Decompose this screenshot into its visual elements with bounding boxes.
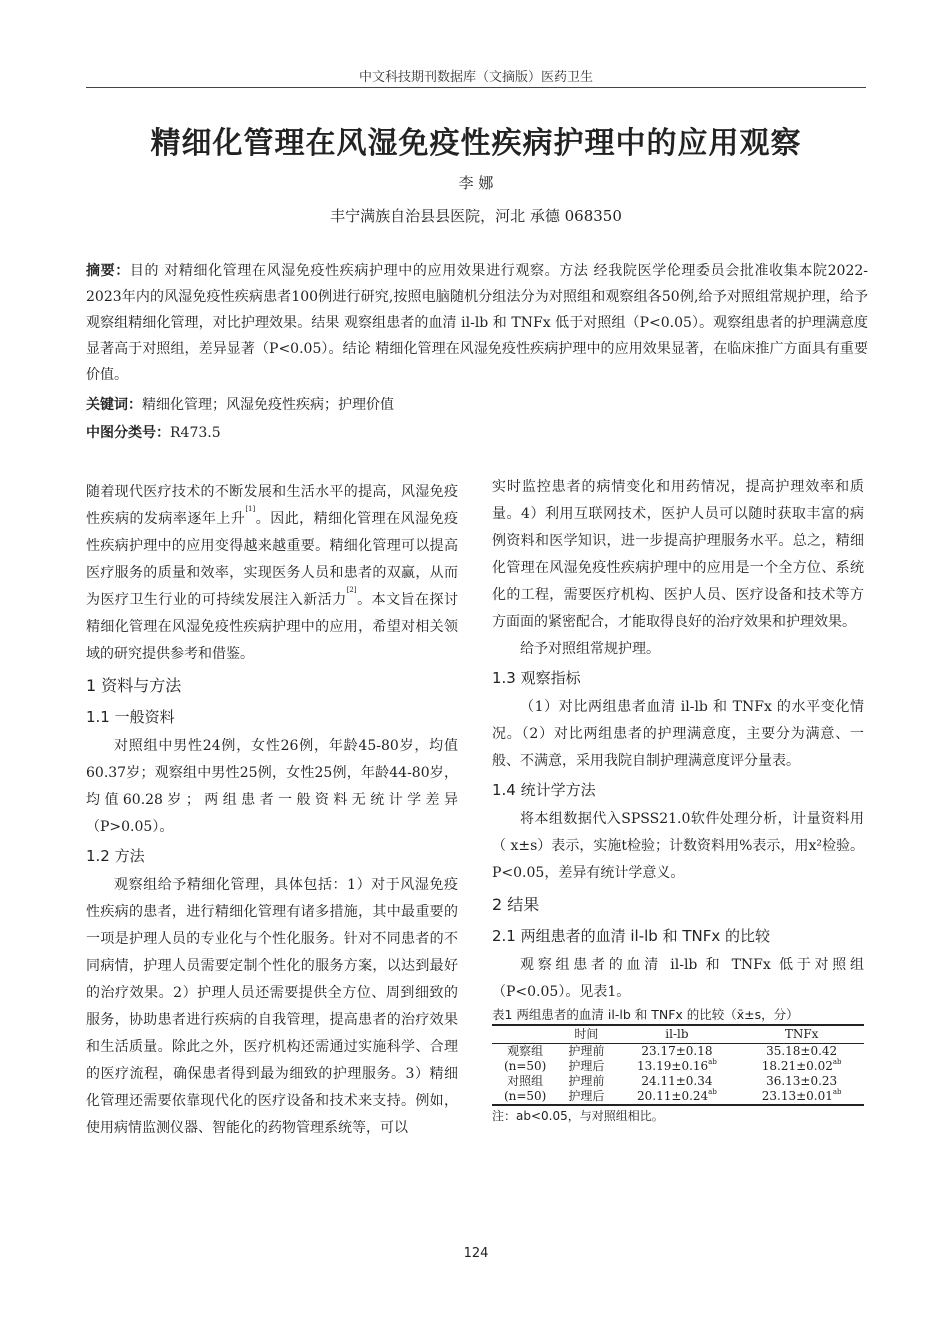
section-heading-1: 1 资料与方法: [86, 676, 182, 695]
paragraph-1-4: 将本组数据代入SPSS21.0软件处理分析，计量资料用（ x±s）表示，实施t检验；计数资料用%表示，用x²检验。P<0.05，差异有统计学意义。: [492, 811, 864, 881]
table-cell: 护理前: [568, 1044, 605, 1058]
section-heading-1-2: 1.2 方法: [86, 847, 145, 865]
table-cell: 护理后: [568, 1059, 605, 1073]
table-header-cell: [492, 1025, 558, 1044]
table-cell: 35.18±0.42: [766, 1044, 838, 1058]
abstract-text: 目的 对精细化管理在风湿免疫性疾病护理中的应用效果进行观察。方法 经我院医学伦理委员会批准收集本院2022-2023年内的风湿免疫性疾病患者100例进行研究,按照电脑随机分组法分为对照组和观察组各50例,给予对照组常规护理，给予观察组精细化管理，对比护理效果。结果 观察组患者的血清 il-lb 和 TNFx 低于对照组（P<0.05）。观察组患者的护理满意度显著高于对照组，差异显著（P<0.05）。结论 精细化管理在风湿免疫性疾病护理中的应用效果显著，在临床推广方面具有重要价值。: [86, 263, 868, 383]
table-cell: (n=50): [503, 1059, 547, 1073]
paragraph-1-1: 对照组中男性24例，女性26例，年龄45-80岁，均值60.37岁；观察组中男性25例，女性25例，年龄44-80岁，均值60.28岁；两组患者一般资料无统计学差异（P>0.05）。: [86, 738, 458, 835]
table-row: [492, 1074, 864, 1089]
table-cell: 18.21±0.02$^{ab}$: [761, 1058, 842, 1073]
keywords-text: 精细化管理；风湿免疫性疾病；护理价值: [142, 397, 394, 413]
table-header-cell: TNFx: [739, 1025, 864, 1044]
table-header-cell: il-lb: [615, 1025, 740, 1044]
section-heading-1-1: 1.1 一般资料: [86, 708, 175, 726]
table-cell: 护理后: [558, 1089, 614, 1105]
classification-text: R473.5: [170, 425, 221, 441]
paragraph-1-2: 观察组给予精细化管理，具体包括：1）对于风湿免疫性疾病的患者，进行精细化管理有诸多措施，其中最重要的一项是护理人员的专业化与个性化服务。针对不同患者的不同病情，护理人员需要定制个性化的服务方案，以达到最好的治疗效果。2）护理人员还需要提供全方位、周到细致的服务，协助患者进行疾病的自我管理，提高患者的治疗效果和生活质量。除此之外，医疗机构还需通过实施科学、合理的医疗流程，确保患者得到最为细致的护理服务。3）精细化管理还需要依靠现代化的医疗设备和技术来支持。例如，使用病情监测仪器、智能化的药物管理系统等，可以: [86, 877, 458, 1136]
paragraph-control: 给予对照组常规护理。: [520, 641, 660, 657]
abstract-label: 摘要：: [86, 263, 130, 279]
table-row: [492, 1044, 864, 1060]
table-cell: 观察组: [507, 1044, 544, 1058]
table-cell: 对照组: [507, 1074, 544, 1088]
right-column: [492, 474, 864, 1126]
data-table: [492, 1024, 864, 1106]
table-row: [492, 1059, 864, 1074]
classification: [86, 420, 868, 446]
table-caption: 表1 两组患者的血清 il-lb 和 TNFx 的比较（x̄±s，分）: [492, 1007, 799, 1022]
journal-header: 中文科技期刊数据库（文摘版）医药卫生: [358, 70, 593, 85]
table-cell: (n=50): [492, 1089, 558, 1105]
citation-1[interactable]: [1]: [245, 505, 256, 513]
affiliation: 丰宁满族自治县县医院，河北 承德 068350: [330, 207, 622, 225]
table-cell: 23.13±0.01$^{ab}$: [739, 1089, 864, 1105]
table-header-cell: 时间: [558, 1025, 614, 1044]
table-row: [492, 1089, 864, 1105]
table-header-row: [492, 1025, 864, 1044]
table-cell: 13.19±0.16$^{ab}$: [637, 1058, 717, 1073]
page-number: 124: [463, 1246, 489, 1261]
article-title: 精细化管理在风湿免疫性疾病护理中的应用观察: [150, 126, 802, 161]
citation-2[interactable]: [2]: [346, 586, 357, 594]
section-heading-1-4: 1.4 统计学方法: [492, 781, 596, 799]
section-heading-1-3: 1.3 观察指标: [492, 669, 581, 687]
table-cell: 24.11±0.34: [641, 1074, 713, 1088]
table-cell: 23.17±0.18: [641, 1044, 713, 1058]
table-note: 注：ab<0.05，与对照组相比。: [492, 1109, 664, 1123]
paragraph-1-3: （1）对比两组患者血清 il-lb 和 TNFx 的水平变化情况。（2）对比两组患者的护理满意度，主要分为满意、一般、不满意，采用我院自制护理满意度评分量表。: [492, 699, 864, 769]
keywords: [86, 392, 868, 418]
table-cell: 20.11±0.24$^{ab}$: [615, 1089, 740, 1105]
classification-label: 中图分类号：: [86, 425, 170, 441]
paragraph-2-1: 观察组患者的血清 il-lb 和 TNFx 低于对照组（P<0.05）。见表1。: [492, 957, 864, 1000]
table-cell: 护理前: [568, 1074, 605, 1088]
header-rule: [86, 87, 866, 88]
intro-paragraph: 随着现代医疗技术的不断发展和生活水平的提高，风湿免疫性疾病的发病率逐年上升[1]。因此，精细化管理在风湿免疫性疾病护理中的应用变得越来越重要。精细化管理可以提高医疗服务的质量和效率，实现医务人员和患者的双赢，从而为医疗卫生行业的可持续发展注入新活力[2]。本文旨在探讨精细化管理在风湿免疫性疾病护理中的应用，希望对相关领域的研究提供参考和借鉴。: [86, 484, 459, 662]
paragraph-continued: 实时监控患者的病情变化和用药情况，提高护理效率和质量。4）利用互联网技术，医护人员可以随时获取丰富的病例资料和医学知识，进一步提高护理服务水平。总之，精细化管理在风湿免疫性疾病护理中的应用是一个全方位、系统化的工程，需要医疗机构、医护人员、医疗设备和技术等方方面面的紧密配合，才能取得良好的治疗效果和护理效果。: [492, 479, 864, 630]
section-heading-2-1: 2.1 两组患者的血清 il-lb 和 TNFx 的比较: [492, 927, 771, 945]
author: 李 娜: [458, 174, 494, 192]
table-cell: 36.13±0.23: [766, 1074, 838, 1088]
left-column: [86, 479, 458, 1142]
section-heading-2: 2 结果: [492, 895, 540, 914]
abstract: [86, 258, 868, 388]
keywords-label: 关键词：: [86, 397, 142, 413]
